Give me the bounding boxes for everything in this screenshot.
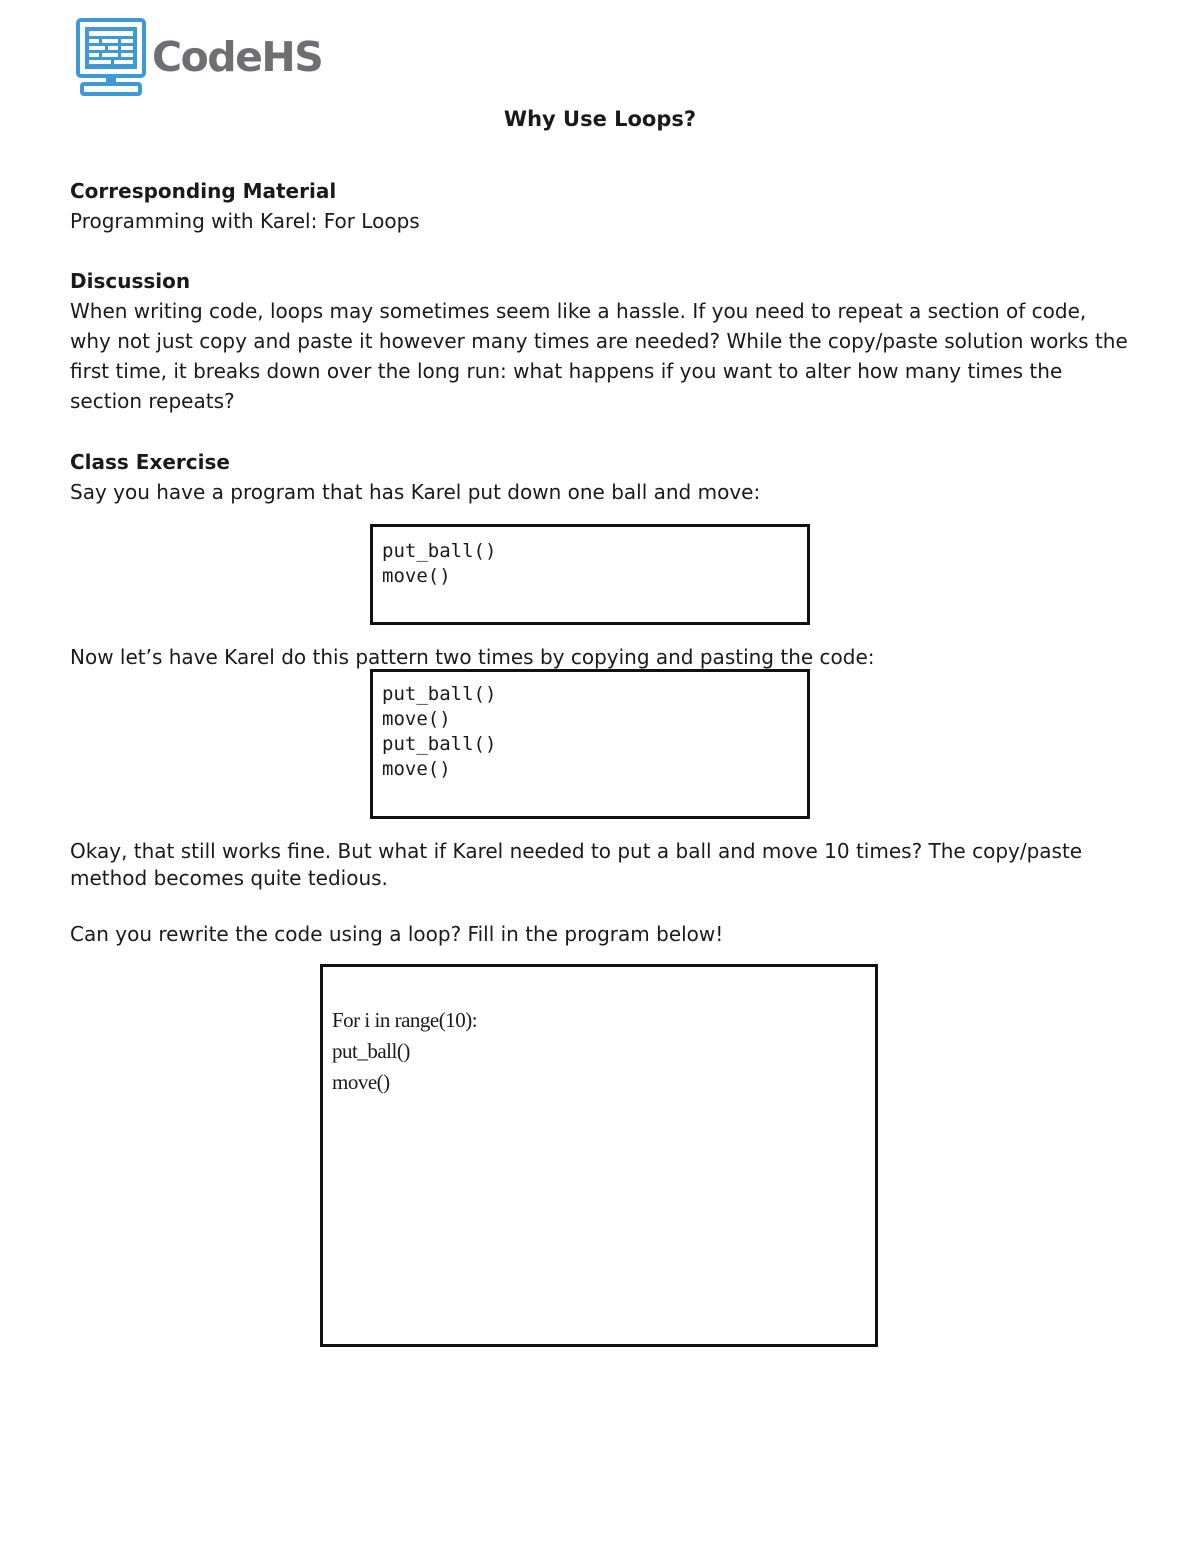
code-line: put_ball()	[382, 733, 497, 755]
corresponding-material-section	[70, 176, 1130, 236]
tedious-text: Okay, that still works fine. But what if Karel needed to put a ball and move 10 times? The copy/paste method becomes quite tedious.	[70, 839, 1083, 890]
monitor-icon	[76, 18, 146, 96]
code-line: move()	[382, 708, 451, 730]
logo-wordmark: CodeHS	[152, 32, 323, 81]
class-exercise-section	[70, 447, 1130, 507]
answer-line: For i in range(10):	[332, 1008, 478, 1032]
code-box-single	[370, 524, 810, 625]
copy-paste-intro: Now let’s have Karel do this pattern two times by copying and pasting the code:	[70, 645, 875, 669]
class-exercise-heading: Class Exercise	[70, 450, 230, 474]
discussion-heading: Discussion	[70, 269, 191, 293]
code-box-double	[370, 669, 810, 819]
code-line: put_ball()	[382, 683, 497, 705]
page-title: Why Use Loops?	[503, 107, 697, 131]
rewrite-prompt: Can you rewrite the code using a loop? Fill in the program below!	[70, 922, 724, 946]
discussion-section	[70, 266, 1130, 416]
answer-box[interactable]	[320, 964, 878, 1347]
corresponding-material-text: Programming with Karel: For Loops	[70, 209, 420, 233]
corresponding-material-heading: Corresponding Material	[70, 179, 337, 203]
codehs-logo	[76, 18, 322, 96]
discussion-text: When writing code, loops may sometimes seem like a hassle. If you need to repeat a section of code, why not just copy and paste it however many times are needed? While the copy/paste solution works the first time, it breaks down over the long run: what happens if you want to alter how many times the section repeats?	[70, 299, 1128, 413]
code-line: put_ball()	[382, 540, 497, 562]
answer-line: put_ball()	[332, 1039, 410, 1063]
class-exercise-intro: Say you have a program that has Karel put down one ball and move:	[70, 480, 761, 504]
code-line: move()	[382, 758, 451, 780]
code-line: move()	[382, 565, 451, 587]
answer-line: move()	[332, 1070, 390, 1094]
